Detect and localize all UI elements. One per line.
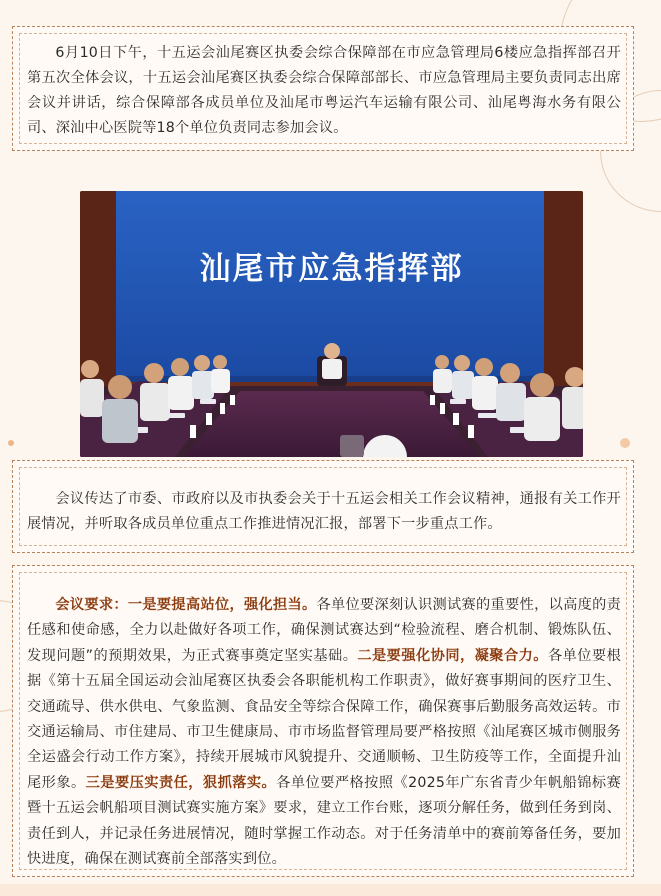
summary-card [12, 460, 634, 553]
decorative-dot [620, 438, 630, 448]
requirement-2-heading: 二是要强化协同，凝聚合力。 [357, 647, 548, 664]
screen-banner-title: 汕尾市应急指挥部 [199, 251, 464, 287]
requirements-card [12, 565, 634, 877]
summary-paragraph: 会议传达了市委、市政府以及市执委会关于十五运会相关工作会议精神，通报有关工作开展情况，并听取各成员单位重点工作推进情况汇报，部署下一步重点工作。 [27, 491, 621, 532]
requirement-3-text: 各单位要严格按照《2025年广东省青少年帆船锦标赛暨十五运会帆船项目测试赛实施方案》要求，建立工作台账，逐项分解任务，做到任务到岗、责任到人，并记录任务进展情况，随时掌握工作动态。对于任务清单中的赛前筹备任务，要加快进度，确保在测试赛前全部落实到位。 [27, 774, 621, 868]
meeting-photo [80, 191, 583, 457]
requirement-2-text: 各单位要根据《第十五届全国运动会汕尾赛区执委会各职能机构工作职责》，做好赛事期间的医疗卫生、交通疏导、供水供电、气象监测、食品安全等综合保障工作，确保赛事后勤服务高效运转。市交通运输局、市住建局、市卫生健康局、市市场监督管理局要严格按照《汕尾赛区城市侧服务全运盛会行动工作方案》，持续开展城市风貌提升、交通顺畅、卫生防疫等工作，全面提升汕尾形象。 [27, 647, 621, 791]
intro-paragraph: 6月10日下午，十五运会汕尾赛区执委会综合保障部在市应急管理局6楼应急指挥部召开第五次全体会议，十五运会汕尾赛区执委会综合保障部部长、市应急管理局主要负责同志出席会议并讲话，综合保障部各成员单位及汕尾市粤运汽车运输有限公司、汕尾粤海水务有限公司、深汕中心医院等18个单位负责同志参加会议。 [27, 45, 621, 136]
meeting-photo-illustration [80, 191, 583, 457]
requirement-1-text: 各单位要深刻认识测试赛的重要性，以高度的责任感和使命感，全力以赴做好各项工作，确保测试赛达到“检验流程、磨合机制、锻炼队伍、发现问题”的预期效果，为正式赛事奠定坚实基础。 [27, 597, 621, 664]
intro-card [12, 26, 634, 151]
requirements-paragraph [27, 593, 621, 872]
bottom-strip [0, 884, 661, 896]
requirements-lead: 会议要求： [55, 597, 128, 613]
requirement-3-heading: 三是要压实责任，狠抓落实。 [85, 774, 277, 791]
requirement-1-heading: 一是要提高站位，强化担当。 [127, 597, 317, 613]
decorative-dot [8, 440, 14, 446]
